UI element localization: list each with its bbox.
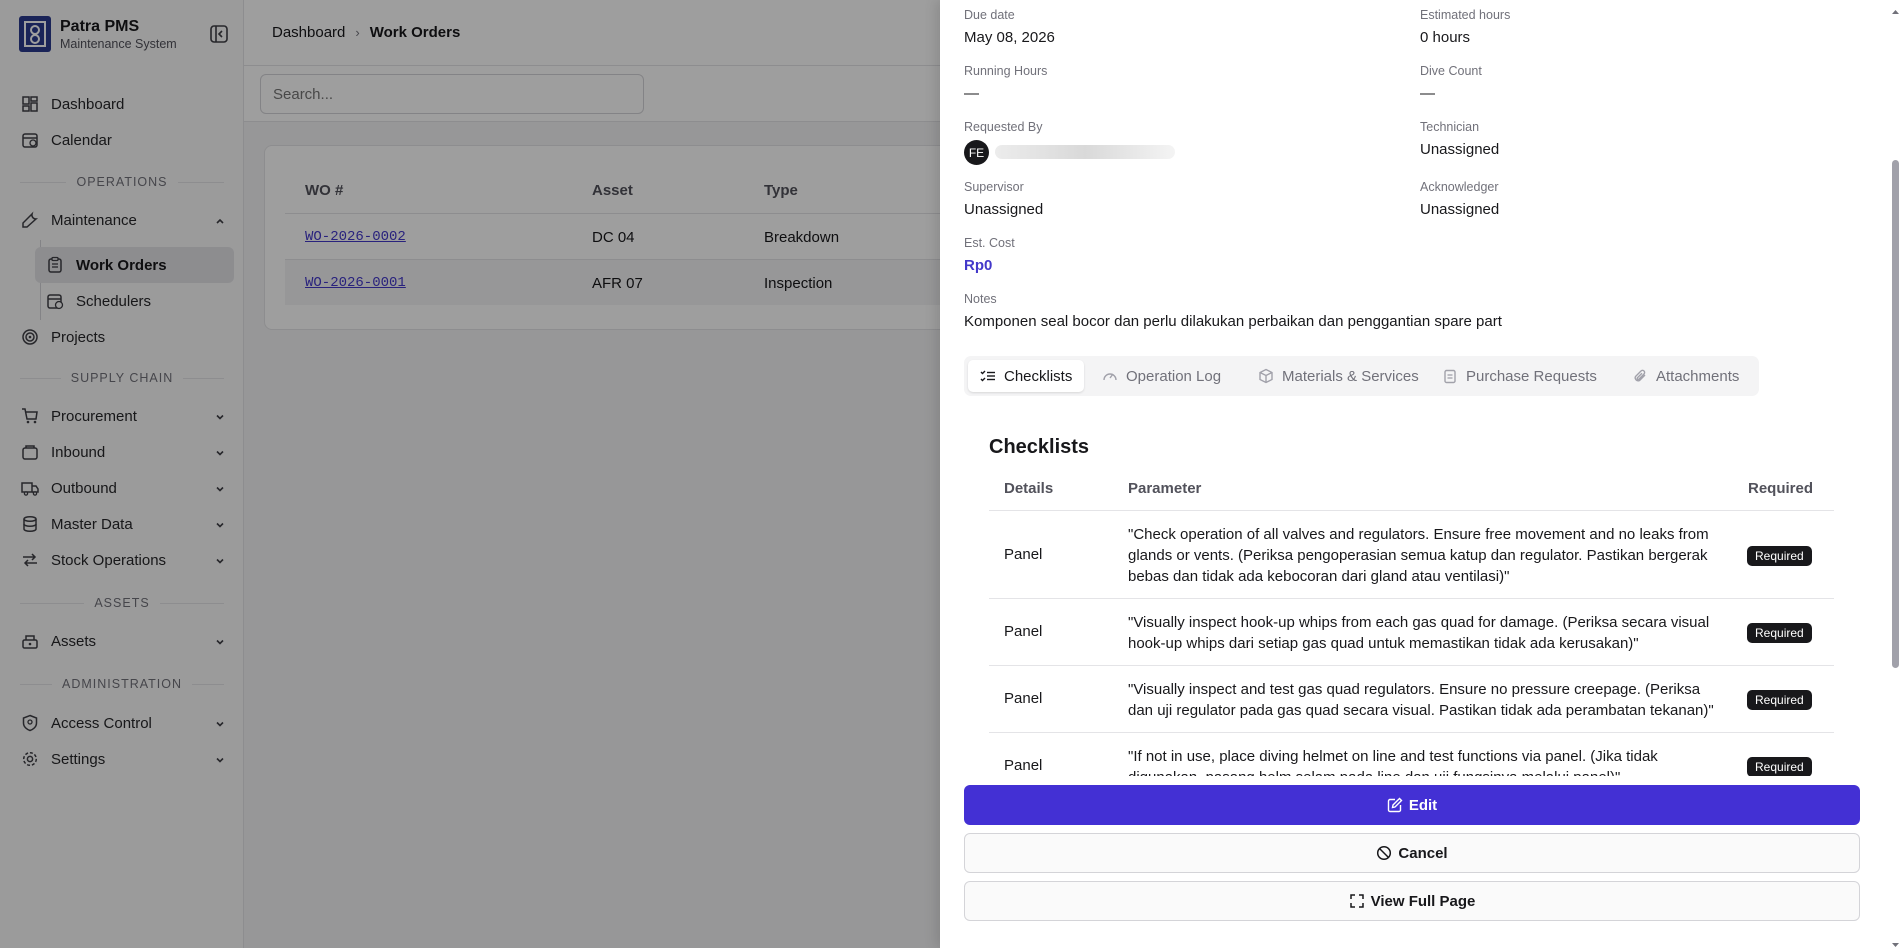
sidebar-item-label: Dashboard	[51, 95, 125, 113]
scrollbar-thumb[interactable]	[1892, 160, 1899, 668]
running-hours-label: Running Hours	[964, 64, 1048, 78]
checklist-row	[989, 510, 1834, 598]
sidebar-item-label: Assets	[51, 632, 97, 650]
sidebar-item-label: Master Data	[51, 515, 133, 533]
tab-operation-log[interactable]	[1090, 360, 1233, 392]
checklist-details: Panel	[1004, 757, 1043, 774]
tab-label: Materials & Services	[1282, 367, 1419, 385]
sidebar-item-label: Projects	[51, 328, 106, 346]
ban-icon	[1376, 845, 1392, 861]
tab-label: Purchase Requests	[1466, 367, 1597, 385]
column-header-required: Required	[1748, 480, 1814, 497]
checklist-row	[989, 598, 1834, 665]
tab-label: Operation Log	[1126, 367, 1222, 385]
sidebar-item-label: Access Control	[51, 714, 152, 732]
tab-label: Attachments	[1656, 367, 1740, 385]
section-assets: ASSETS	[10, 595, 234, 611]
checklist-parameter: "Check operation of all valves and regulators. Ensure free movement and no leaks from glands or vents. (Periksa pengoperasian semua katup dan regulator. Pastikan bergerak bebas dan tidak ada kebocoran dari gland atau ventilasi)"	[1128, 526, 1709, 585]
avatar: FE	[964, 140, 989, 165]
column-header-asset[interactable]: Asset	[592, 182, 633, 199]
modal-overlay[interactable]	[0, 0, 940, 948]
section-supply-chain: SUPPLY CHAIN	[10, 370, 234, 386]
sidebar-item-label: Outbound	[51, 479, 117, 497]
requested-by-label: Requested By	[964, 120, 1043, 134]
list-check-icon	[980, 368, 996, 384]
brand-name: Patra PMS	[60, 17, 140, 35]
wo-number-link[interactable]: WO-2026-0002	[305, 229, 406, 245]
tab-materials-services[interactable]	[1246, 360, 1431, 392]
work-order-drawer	[940, 0, 1901, 948]
section-operations: OPERATIONS	[10, 174, 234, 190]
notes-label: Notes	[964, 292, 997, 306]
running-hours-value: —	[964, 85, 979, 102]
checklist-details: Panel	[1004, 546, 1043, 563]
sidebar-item-label: Work Orders	[76, 256, 167, 274]
due-date-value: May 08, 2026	[964, 29, 1055, 46]
breadcrumb-current: Work Orders	[369, 24, 461, 41]
sidebar-item-label: Calendar	[51, 131, 112, 149]
column-header-wo[interactable]: WO #	[305, 182, 344, 199]
brand-subtitle: Maintenance System	[60, 36, 177, 51]
sidebar-item-label: Procurement	[51, 407, 137, 425]
required-badge: Required	[1747, 546, 1812, 566]
edit-button[interactable]	[964, 785, 1860, 825]
tab-purchase-requests[interactable]	[1430, 360, 1609, 392]
wo-number-link[interactable]: WO-2026-0001	[305, 275, 406, 291]
supervisor-value: Unassigned	[964, 201, 1044, 218]
tab-label: Checklists	[1004, 367, 1073, 385]
sidebar-item-label: Inbound	[51, 443, 106, 461]
checklists-heading: Checklists	[989, 436, 1090, 458]
acknowledger-label: Acknowledger	[1420, 180, 1499, 194]
paperclip-icon	[1632, 368, 1648, 384]
redacted-name	[995, 145, 1175, 159]
scroll-down-arrow-icon[interactable]	[1891, 936, 1900, 944]
dive-count-label: Dive Count	[1420, 64, 1482, 78]
required-badge: Required	[1747, 757, 1812, 777]
supervisor-label: Supervisor	[964, 180, 1024, 194]
column-header-details: Details	[1004, 480, 1054, 497]
sidebar-item-label: Schedulers	[76, 292, 152, 310]
checklist-details: Panel	[1004, 623, 1043, 640]
package-icon	[1258, 368, 1274, 384]
table-cell-type: Inspection	[764, 275, 833, 292]
tab-list	[964, 356, 1759, 396]
table-cell-asset: DC 04	[592, 229, 635, 246]
column-header-parameter: Parameter	[1128, 480, 1202, 497]
due-date-label: Due date	[964, 8, 1015, 22]
sidebar-item-label: Maintenance	[51, 211, 137, 229]
tab-checklists[interactable]	[968, 360, 1084, 392]
estimated-hours-value: 0 hours	[1420, 29, 1471, 46]
gauge-icon	[1102, 368, 1118, 384]
required-badge: Required	[1747, 690, 1812, 710]
notes-value: Komponen seal bocor dan perlu dilakukan perbaikan dan penggantian spare part	[964, 313, 1502, 330]
chevron-right-icon: ›	[355, 25, 360, 40]
expand-icon	[1349, 893, 1365, 909]
table-cell-asset: AFR 07	[592, 275, 643, 292]
technician-value: Unassigned	[1420, 141, 1500, 158]
dive-count-value: —	[1420, 85, 1435, 102]
scroll-up-arrow-icon[interactable]	[1891, 3, 1900, 11]
cancel-button[interactable]	[964, 833, 1860, 873]
table-cell-type: Breakdown	[764, 229, 840, 246]
drawer-actions	[940, 776, 1901, 948]
estimated-hours-label: Estimated hours	[1420, 8, 1511, 22]
column-header-type[interactable]: Type	[764, 182, 798, 199]
sidebar-item-label: Stock Operations	[51, 551, 167, 569]
checklist-parameter: "Visually inspect and test gas quad regulators. Ensure no pressure creepage. (Periksa dan uji regulator pada gas quad secara visual. Pastikan tidak ada perambatan tekanan)"	[1128, 681, 1714, 719]
view-full-page-button[interactable]	[964, 881, 1860, 921]
tab-attachments[interactable]	[1620, 360, 1751, 392]
checklist-details: Panel	[1004, 690, 1043, 707]
breadcrumb-dashboard[interactable]: Dashboard	[272, 24, 346, 41]
cancel-button-label: Cancel	[1398, 844, 1448, 862]
est-cost-label: Est. Cost	[964, 236, 1015, 250]
section-administration: ADMINISTRATION	[10, 676, 234, 692]
est-cost-value: Rp0	[964, 257, 993, 274]
sidebar-item-label: Settings	[51, 750, 106, 768]
technician-label: Technician	[1420, 120, 1480, 134]
view-full-page-label: View Full Page	[1370, 892, 1476, 910]
edit-button-label: Edit	[1408, 796, 1438, 814]
clipboard-list-icon	[1442, 368, 1458, 384]
edit-icon	[1387, 797, 1403, 813]
checklist-row	[989, 665, 1834, 732]
acknowledger-value: Unassigned	[1420, 201, 1500, 218]
checklist-parameter: "Visually inspect hook-up whips from each gas quad for damage. (Periksa secara visual hook-up whips dari setiap gas quad untuk memastikan tidak ada kerusakan)"	[1128, 614, 1710, 652]
required-badge: Required	[1747, 623, 1812, 643]
checklist-parameter: "If not in use, place diving helmet on line and test functions via panel. (Jika tidak	[1128, 748, 1658, 765]
